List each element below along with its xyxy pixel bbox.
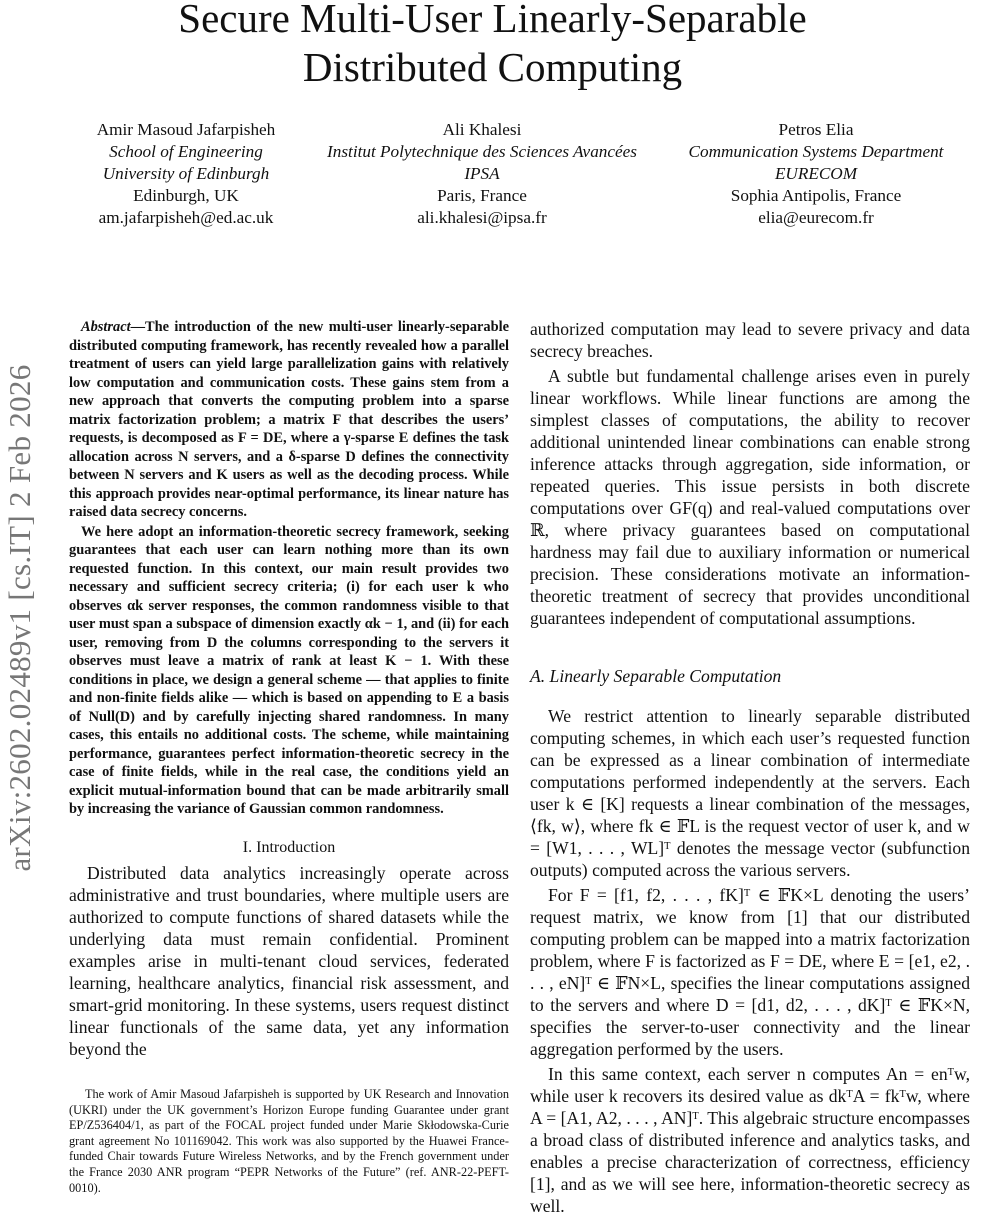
subsection-paragraph-2: For F = [f1, f2, . . . , fK]ᵀ ∈ 𝔽K×L denoting the users’ request matrix, we know from [1] that our distributed computing problem can be mapped into a matrix factorization problem, where F is factorized as F = DE, where E = [e1, e2, . . . , eN]ᵀ ∈ 𝔽N×L, specifies the linear computations assigned to the servers and where D = [d1, d2, . . . , dK]ᵀ ∈ 𝔽K×N, specifies the server-to-user connectivity and the linear aggregation performed by the users.	[530, 885, 970, 1059]
author-email[interactable]: ali.khalesi@ipsa.fr	[417, 208, 547, 227]
author-email[interactable]: elia@eurecom.fr	[758, 208, 874, 227]
abstract	[69, 318, 509, 819]
arxiv-identifier[interactable]: arXiv:2602.02489v1 [cs.IT] 2 Feb 2026	[2, 364, 37, 872]
author-dept: Institut Polytechnique des Sciences Avancées	[327, 142, 637, 161]
author-name: Ali Khalesi	[442, 120, 522, 139]
footnote-text: The work of Amir Masoud Jafarpisheh is supported by UK Research and Innovation (UKRI) under the UK government’s Horizon Europe funding Guarantee under grant EP/Z536404/1, as part of the FOCAL project funded under Marie Skłodowska-Curie grant agreement No 101169042. This work was also supported by the Huawei France-funded Chair towards Future Wireless Networks, and by the French government under the France 2030 ANR program “PEPR Networks of the Future” (ref. ANR-22-PEFT-0010).	[69, 1087, 509, 1195]
author-location: Edinburgh, UK	[133, 186, 239, 205]
author-name: Amir Masoud Jafarpisheh	[96, 120, 276, 139]
arxiv-sidebar	[0, 318, 40, 918]
footnote	[69, 1087, 509, 1196]
author-location: Paris, France	[437, 186, 527, 205]
author-name: Petros Elia	[778, 120, 854, 139]
author-block	[307, 119, 657, 229]
subsection-paragraph-1: We restrict attention to linearly separable distributed computing schemes, in which each user’s requested function can be expressed as a linear combination of intermediate computations performed independently at the servers. Each user k ∈ [K] requests a linear combination of the messages, ⟨fk, w⟩, where fk ∈ 𝔽L is the request vector of user k, and w = [W1, . . . , WL]ᵀ denotes the message vector (subfunction outputs) computed across the various servers.	[530, 706, 970, 880]
section-heading: I. Introduction	[242, 838, 336, 856]
abstract-text-1: The introduction of the new multi-user linearly-separable distributed computing framework, has recently revealed how a parallel treatment of users can yield large parallelization gains with relatively low computation and communication costs. These gains stem from a new approach that converts the computing problem into a sparse matrix factorization problem; a matrix F that describes the users’ requests, is decomposed as F = DE, where a γ-sparse E defines the task allocation across N servers, and a δ-sparse D defines the connectivity between N servers and K users as well as the decoding process. While this approach provides near-optimal performance, its linear nature has raised data secrecy concerns.	[69, 319, 509, 520]
author-dept: School of Engineering	[109, 142, 263, 161]
subsection-paragraph-3: In this same context, each server n computes An = enᵀw, while user k recovers its desired value as dkᵀA = fkᵀw, where A = [A1, A2, . . . , AN]ᵀ. This algebraic structure encompasses a broad class of distributed inference and analytics tasks, and enables a precise characterization of correctness, efficiency [1], and as we will see here, information-theoretic secrecy as well.	[530, 1064, 970, 1216]
title-line-2: Distributed Computing	[302, 44, 683, 90]
author-org: University of Edinburgh	[102, 164, 270, 183]
abstract-paragraph-2: We here adopt an information-theoretic secrecy framework, seeking guarantees that each user can learn nothing more than its own requested function. In this context, our main result provides two necessary and sufficient secrecy criteria; (i) for each user k who observes αk server responses, the common randomness visible to that user must span a subspace of dimension exactly αk − 1, and (ii) for each user, removing from D the columns corresponding to the servers it observes must leave a matrix of rank at least K − 1. With these conditions in place, we design a general scheme — that applies to finite and non-finite fields alike — which is based on appending to E a basis of Null(D) and by carefully injecting shared randomness. In many cases, this entails no additional costs. The scheme, while maintaining performance, guarantees perfect information-theoretic secrecy in the case of finite fields, while in the real case, the conditions yield an explicit mutual-information bound that can be made arbitrarily small by increasing the variance of Gaussian common randomness.	[69, 523, 509, 817]
subsection-heading: A. Linearly Separable Computation	[530, 666, 782, 686]
author-org: EURECOM	[774, 164, 858, 183]
author-block	[641, 119, 985, 229]
intro-paragraph-1-continued: authorized computation may lead to severe privacy and data secrecy breaches.	[530, 319, 970, 361]
title-line-1: Secure Multi-User Linearly-Separable	[178, 0, 807, 41]
left-column	[69, 318, 509, 1063]
abstract-paragraph-1	[69, 318, 509, 522]
author-dept: Communication Systems Department	[688, 142, 944, 161]
paper-title	[0, 0, 985, 92]
author-org: IPSA	[464, 164, 500, 183]
abstract-dash: —	[130, 319, 145, 335]
author-location: Sophia Antipolis, France	[730, 186, 902, 205]
abstract-label: Abstract	[81, 319, 131, 335]
intro-paragraph-1: Distributed data analytics increasingly operate across administrative and trust boundaries, where multiple users are authorized to compute functions of shared datasets while the underlying data must remain confidential. Prominent examples arise in multi-tenant cloud services, federated learning, healthcare analytics, financial risk assessment, and smart-grid monitoring. In these systems, users request distinct linear functionals of the same data, yet any information beyond the	[69, 862, 509, 1059]
right-column	[530, 318, 970, 1220]
intro-paragraph-2: A subtle but fundamental challenge arises even in purely linear workflows. While linear functions are among the simplest classes of computations, the ability to recover additional unintended linear combinations can enable strong inference attacks through aggregation, side information, or repeated queries. This issue persists in both discrete computations over GF(q) and real-valued computations over ℝ, where privacy guarantees based on computational hardness may fail due to auxiliary information or numerical precision. These considerations motivate an information-theoretic treatment of secrecy that provides unconditional guarantees independent of computational assumptions.	[530, 366, 970, 628]
author-email[interactable]: am.jafarpisheh@ed.ac.uk	[98, 208, 274, 227]
